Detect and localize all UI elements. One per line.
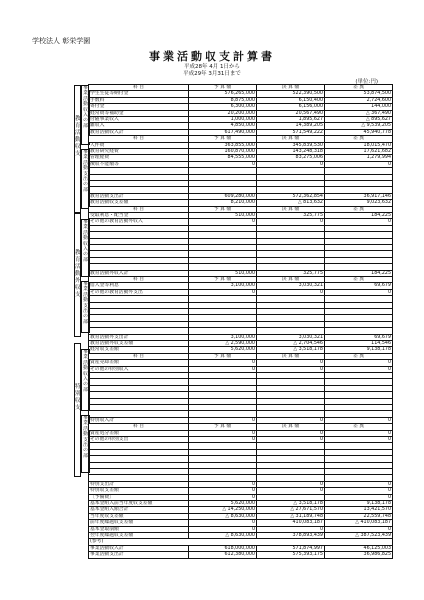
edu-balance-row-budget: 8,210,000 bbox=[189, 200, 257, 206]
edu-expense-row-actual: 83,275,006 bbox=[257, 155, 325, 161]
side-label-nonedu-income: 事業活動収入の部 bbox=[81, 219, 90, 277]
special-expense-row-budget: 0 bbox=[189, 430, 257, 436]
column-header-budget: 予 算 額 bbox=[189, 136, 257, 142]
special-expense-total-row-item: 特別支出計 bbox=[89, 481, 189, 487]
edu-expense-row-diff: 1,279,994 bbox=[325, 155, 393, 161]
column-header-diff: 差 異 bbox=[325, 277, 393, 283]
special-income-row-budget: 0 bbox=[189, 366, 257, 372]
edu-income-row-budget: 1,000,000 bbox=[189, 117, 257, 123]
summary-row-diff: 22,559,748 bbox=[325, 513, 393, 519]
special-income-row-diff: 0 bbox=[325, 366, 393, 372]
unit-label: (単位:円) bbox=[355, 79, 378, 85]
nonedu-expense-row-diff: 0 bbox=[325, 289, 393, 295]
edu-expense-row-actual: 143,248,318 bbox=[257, 149, 325, 155]
edu-expense-total-row-item: 教育活動支出計 bbox=[89, 193, 189, 199]
edu-balance-row-item: 教育活動収支差額 bbox=[89, 200, 189, 206]
special-expense-row-diff: 0 bbox=[325, 430, 393, 436]
reference-row-diff: 36,986,825 bbox=[325, 552, 393, 558]
nonedu-income-row-budget: 0 bbox=[189, 219, 257, 225]
edu-income-row-item: 寄付金 bbox=[89, 104, 189, 110]
special-expense-row-actual: 0 bbox=[257, 436, 325, 442]
reference-row bbox=[89, 552, 393, 558]
page-title: 事業活動収支計算書 bbox=[149, 50, 275, 63]
edu-income-row-budget: 20,200,000 bbox=[189, 110, 257, 116]
period-from: 平成28年 4月 1日から bbox=[184, 64, 240, 70]
special-income-row-budget: 0 bbox=[189, 360, 257, 366]
nonedu-expense-row-budget: 0 bbox=[189, 289, 257, 295]
nonedu-income-row-actual: 0 bbox=[257, 219, 325, 225]
summary-row-item: 翌年度繰越収支差額 bbox=[89, 532, 189, 538]
reserve-row-diff: 0 bbox=[325, 494, 393, 500]
reserve-row-item: 〔予備費〕 bbox=[89, 494, 189, 500]
nonedu-income-total-row-actual: 325,775 bbox=[257, 270, 325, 276]
edu-income-row-actual: 522,390,500 bbox=[257, 91, 325, 97]
side-label-special-income: 事業活動収入の部 bbox=[81, 349, 90, 411]
column-header-diff: 差 異 bbox=[325, 85, 393, 91]
special-income-total-row-actual: 0 bbox=[257, 417, 325, 423]
summary-row-item: 基本金取崩額 bbox=[89, 526, 189, 532]
edu-income-total-row-budget: 617,490,000 bbox=[189, 129, 257, 135]
edu-income-row-item: 手数料 bbox=[89, 97, 189, 103]
nonedu-balance-row-item: 教育活動外収支差額 bbox=[89, 340, 189, 346]
column-header-diff: 差 異 bbox=[325, 136, 393, 142]
special-income-row-actual: 0 bbox=[257, 360, 325, 366]
nonedu-balance-row-diff: 114,546 bbox=[325, 340, 393, 346]
nonedu-expense-row-item: 借入金等利息 bbox=[89, 283, 189, 289]
nonedu-expense-total-row-item: 教育活動外支出計 bbox=[89, 334, 189, 340]
reference-row-actual: 575,393,175 bbox=[257, 552, 325, 558]
edu-income-row-budget: 8,875,000 bbox=[189, 97, 257, 103]
edu-expense-row-item: 徴収不能額等 bbox=[89, 161, 189, 167]
organization-name: 学校法人 彰栄学園 bbox=[32, 37, 91, 45]
summary-row-diff: △ 387,523,439 bbox=[325, 532, 393, 538]
special-income-row-diff: 0 bbox=[325, 360, 393, 366]
side-label-special-expense: 事業活動支出の部 bbox=[81, 415, 90, 473]
column-header-diff: 差 異 bbox=[325, 424, 393, 430]
edu-income-row-diff: △ 9,539,205 bbox=[325, 123, 393, 129]
edu-expense-row-budget: 160,870,000 bbox=[189, 149, 257, 155]
special-balance-row-diff: 0 bbox=[325, 488, 393, 494]
column-header-budget: 予 算 額 bbox=[189, 424, 257, 430]
period-to: 平成29年 3月31日まで bbox=[183, 71, 241, 77]
edu-income-row-budget: 576,265,000 bbox=[189, 91, 257, 97]
edu-expense-row-budget: 0 bbox=[189, 161, 257, 167]
nonedu-income-row-budget: 510,000 bbox=[189, 213, 257, 219]
summary-row-actual: 0 bbox=[257, 526, 325, 532]
edu-expense-total-row-budget: 609,280,000 bbox=[189, 193, 257, 199]
reference-label: (参考) bbox=[89, 539, 393, 545]
nonedu-income-row-diff: 184,225 bbox=[325, 213, 393, 219]
ledger-body bbox=[89, 85, 393, 559]
summary-row-budget: 0 bbox=[189, 520, 257, 526]
edu-expense-row-budget: 363,855,000 bbox=[189, 142, 257, 148]
nonedu-income-total-row-diff: 184,225 bbox=[325, 270, 393, 276]
side-label-edu-income: 事業活動収入の部 bbox=[81, 85, 90, 145]
edu-income-row-item: 付随事業収入 bbox=[89, 117, 189, 123]
nonedu-balance-row-actual: △ 2,704,546 bbox=[257, 340, 325, 346]
column-header-actual: 決 算 額 bbox=[257, 277, 325, 283]
nonedu-expense-total-row-actual: 3,030,321 bbox=[257, 334, 325, 340]
ordinary-balance-row-diff: 9,138,178 bbox=[325, 347, 393, 353]
column-header-budget: 予 算 額 bbox=[189, 353, 257, 359]
special-income-total-row-item: 特別収入計 bbox=[89, 417, 189, 423]
edu-income-row-actual: 20,567,490 bbox=[257, 110, 325, 116]
ledger-table bbox=[88, 84, 393, 559]
special-expense-total-row-actual: 0 bbox=[257, 481, 325, 487]
edu-expense-row-item: 管理経費 bbox=[89, 155, 189, 161]
summary-row-budget: 0 bbox=[189, 526, 257, 532]
nonedu-income-row-diff: 0 bbox=[325, 219, 393, 225]
edu-income-row-item: 学生生徒等納付金 bbox=[89, 91, 189, 97]
edu-income-row-actual: 14,389,205 bbox=[257, 123, 325, 129]
edu-expense-total-row-actual: 572,362,854 bbox=[257, 193, 325, 199]
column-header-budget: 予 算 額 bbox=[189, 277, 257, 283]
special-expense-total-row-diff: 0 bbox=[325, 481, 393, 487]
column-header-actual: 決 算 額 bbox=[257, 353, 325, 359]
reference-row-budget: 612,380,000 bbox=[189, 552, 257, 558]
summary-row-item: 当年度収支差額 bbox=[89, 513, 189, 519]
edu-expense-row-item: 教育研究経費 bbox=[89, 149, 189, 155]
special-balance-row-item: 特別収支差額 bbox=[89, 488, 189, 494]
summary-row-budget: △ 8,630,000 bbox=[189, 513, 257, 519]
summary-row-diff: 0 bbox=[325, 526, 393, 532]
special-expense-total-row-budget: 0 bbox=[189, 481, 257, 487]
nonedu-income-total-row-item: 教育活動外収入計 bbox=[89, 270, 189, 276]
edu-expense-row-item: 人件費 bbox=[89, 142, 189, 148]
nonedu-expense-row-diff: 69,679 bbox=[325, 283, 393, 289]
edu-balance-row-diff: 9,023,632 bbox=[325, 200, 393, 206]
side-label-special: 特別収支 bbox=[74, 343, 81, 477]
edu-expense-row-diff: 18,015,470 bbox=[325, 142, 393, 148]
nonedu-expense-row-item: その他の教育活動外支出 bbox=[89, 289, 189, 295]
summary-row-actual: 378,893,439 bbox=[257, 532, 325, 538]
edu-income-row-item: 経常費等補助金 bbox=[89, 110, 189, 116]
nonedu-expense-row-actual: 0 bbox=[257, 289, 325, 295]
reference-row-diff: 46,125,003 bbox=[325, 545, 393, 551]
summary-row-actual: △ 3,518,178 bbox=[257, 500, 325, 506]
special-income-total-row-diff: 0 bbox=[325, 417, 393, 423]
summary-row-budget: △ 14,250,000 bbox=[189, 507, 257, 513]
edu-income-row-diff: 2,724,600 bbox=[325, 97, 393, 103]
nonedu-income-row-item: その他の教育活動外収入 bbox=[89, 219, 189, 225]
column-header-item: 科 目 bbox=[89, 277, 189, 283]
nonedu-income-row-actual: 325,775 bbox=[257, 213, 325, 219]
column-header-actual: 決 算 額 bbox=[257, 206, 325, 212]
summary-row-budget: △ 8,630,000 bbox=[189, 532, 257, 538]
ordinary-balance-row-item: 経常収支差額 bbox=[89, 347, 189, 353]
special-expense-row-budget: 0 bbox=[189, 436, 257, 442]
edu-income-row-diff: △ 895,627 bbox=[325, 117, 393, 123]
edu-balance-row-actual: △ 813,632 bbox=[257, 200, 325, 206]
column-header-actual: 決 算 額 bbox=[257, 85, 325, 91]
column-header-diff: 差 異 bbox=[325, 353, 393, 359]
edu-expense-row-diff: 0 bbox=[325, 161, 393, 167]
edu-income-row-item: 雑収入 bbox=[89, 123, 189, 129]
summary-row-item: 前年度繰越収支差額 bbox=[89, 520, 189, 526]
column-header-item: 科 目 bbox=[89, 85, 189, 91]
side-label-educational: 教育活動収支 bbox=[74, 85, 81, 213]
edu-expense-row-budget: 84,555,000 bbox=[189, 155, 257, 161]
special-income-row-actual: 0 bbox=[257, 366, 325, 372]
ordinary-balance-row-actual: △ 3,518,178 bbox=[257, 347, 325, 353]
summary-row-item: 基本金組入前当年度収支差額 bbox=[89, 500, 189, 506]
column-header-item: 科 目 bbox=[89, 353, 189, 359]
edu-income-row-actual: 6,150,400 bbox=[257, 97, 325, 103]
column-header-diff: 差 異 bbox=[325, 206, 393, 212]
special-expense-row-diff: 0 bbox=[325, 436, 393, 442]
column-header-budget: 予 算 額 bbox=[189, 206, 257, 212]
summary-row-diff: 9,138,178 bbox=[325, 500, 393, 506]
reference-row-item: 事業活動収入計 bbox=[89, 545, 189, 551]
special-balance-row-actual: 0 bbox=[257, 488, 325, 494]
special-expense-row-item: その他の特別支出 bbox=[89, 436, 189, 442]
edu-income-total-row-item: 教育活動収入計 bbox=[89, 129, 189, 135]
special-balance-row-budget: 0 bbox=[189, 488, 257, 494]
summary-row-diff: 13,421,570 bbox=[325, 507, 393, 513]
reference-row-item: 事業活動支出計 bbox=[89, 552, 189, 558]
summary-row-actual: 410,083,187 bbox=[257, 520, 325, 526]
edu-income-row-diff: △ 367,490 bbox=[325, 110, 393, 116]
edu-income-total-row-diff: 45,940,778 bbox=[325, 129, 393, 135]
edu-expense-row-diff: 17,621,682 bbox=[325, 149, 393, 155]
reference-row-actual: 571,874,997 bbox=[257, 545, 325, 551]
nonedu-expense-total-row-diff: 69,679 bbox=[325, 334, 393, 340]
special-income-row-item: その他の特別収入 bbox=[89, 366, 189, 372]
side-label-non-educational: 教育活動外収支 bbox=[74, 213, 81, 337]
side-label-nonedu-expense: 事業活動支出の部 bbox=[81, 281, 90, 333]
nonedu-expense-row-budget: 3,100,000 bbox=[189, 283, 257, 289]
column-header-actual: 決 算 額 bbox=[257, 136, 325, 142]
summary-row-actual: △ 31,189,748 bbox=[257, 513, 325, 519]
column-header-item: 科 目 bbox=[89, 206, 189, 212]
summary-row-item: 基本金組入額合計 bbox=[89, 507, 189, 513]
nonedu-income-row-item: 受取利息・配当金 bbox=[89, 213, 189, 219]
reserve-row-budget: 0 bbox=[189, 494, 257, 500]
column-header-actual: 決 算 額 bbox=[257, 424, 325, 430]
edu-income-total-row-actual: 571,549,222 bbox=[257, 129, 325, 135]
edu-income-row-diff: 144,000 bbox=[325, 104, 393, 110]
edu-income-row-diff: 53,874,500 bbox=[325, 91, 393, 97]
side-label-edu-expense: 事業活動支出の部 bbox=[81, 149, 90, 209]
summary-row-actual: △ 27,671,570 bbox=[257, 507, 325, 513]
nonedu-expense-row-actual: 3,030,321 bbox=[257, 283, 325, 289]
column-header-item: 科 目 bbox=[89, 136, 189, 142]
edu-expense-row-actual: 345,839,530 bbox=[257, 142, 325, 148]
special-expense-row-actual: 0 bbox=[257, 430, 325, 436]
summary-row-diff: △ 410,083,187 bbox=[325, 520, 393, 526]
nonedu-balance-row-budget: △ 2,590,000 bbox=[189, 340, 257, 346]
edu-income-row-budget: 6,300,000 bbox=[189, 104, 257, 110]
nonedu-expense-total-row-budget: 3,100,000 bbox=[189, 334, 257, 340]
reference-row-budget: 618,000,000 bbox=[189, 545, 257, 551]
special-income-row-item: 資産売却差額 bbox=[89, 360, 189, 366]
edu-expense-row-actual: 0 bbox=[257, 161, 325, 167]
column-header-item: 科 目 bbox=[89, 424, 189, 430]
edu-income-row-actual: 1,895,627 bbox=[257, 117, 325, 123]
summary-row-budget: 5,620,000 bbox=[189, 500, 257, 506]
ordinary-balance-row-budget: 5,620,000 bbox=[189, 347, 257, 353]
column-header-budget: 予 算 額 bbox=[189, 85, 257, 91]
edu-income-row-actual: 6,156,000 bbox=[257, 104, 325, 110]
special-expense-row-item: 資産処分差額 bbox=[89, 430, 189, 436]
edu-income-row-budget: 4,850,000 bbox=[189, 123, 257, 129]
edu-expense-total-row-diff: 36,917,146 bbox=[325, 193, 393, 199]
special-income-total-row-budget: 0 bbox=[189, 417, 257, 423]
nonedu-income-total-row-budget: 510,000 bbox=[189, 270, 257, 276]
